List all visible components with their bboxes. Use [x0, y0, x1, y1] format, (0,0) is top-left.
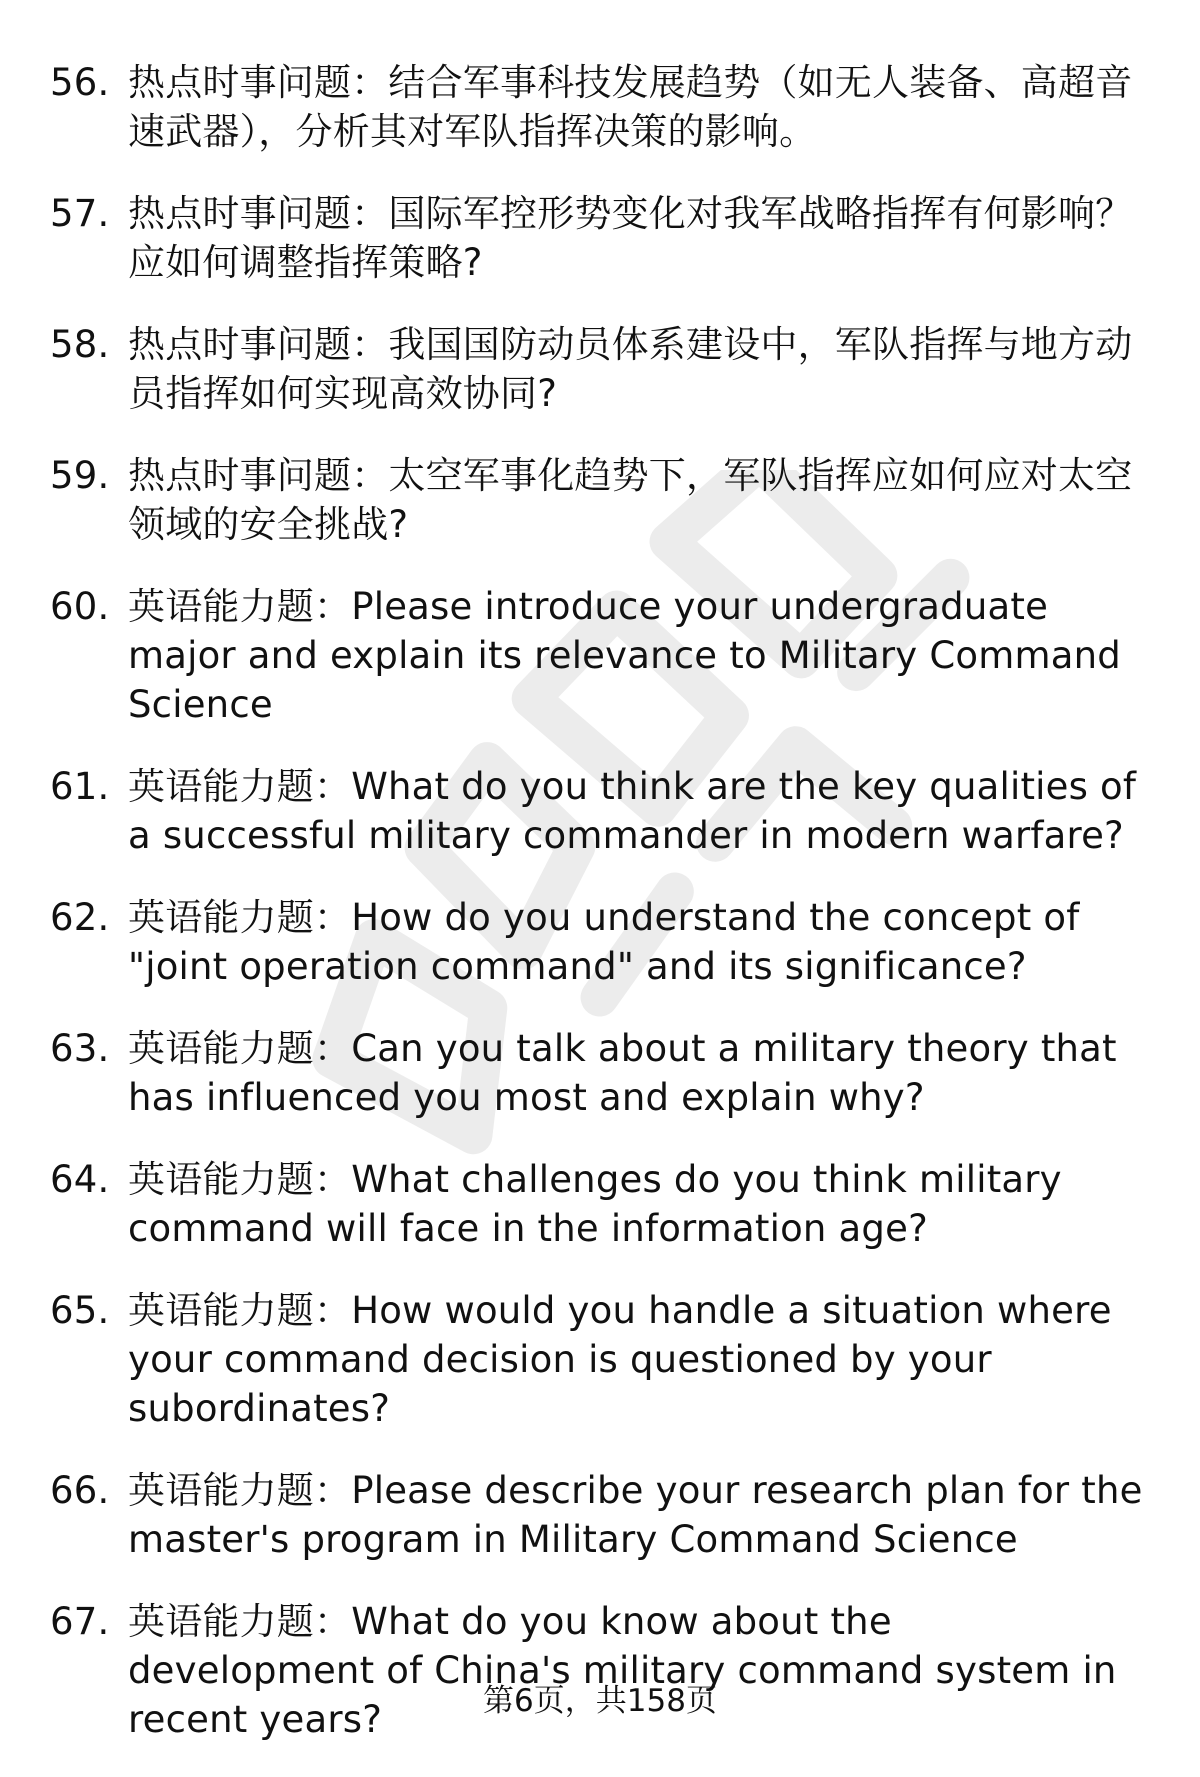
question-text: 热点时事问题：我国国防动员体系建设中，军队指挥与地方动员指挥如何实现高效协同? [128, 323, 1133, 415]
question-text: 英语能力题：Please describe your research plan for the master's program in Military Command Science [128, 1469, 1143, 1561]
question-text: 英语能力题：How would you handle a situation where your command decision is questioned by your subordinates? [128, 1289, 1112, 1430]
question-text: 英语能力题：What do you know about the development of China's military command system in recent years? [128, 1600, 1117, 1741]
question-number: 62. [50, 896, 110, 939]
question-number: 57. [50, 192, 110, 235]
question-list [50, 58, 1150, 1777]
question-item [50, 451, 1150, 549]
question-number: 56. [50, 61, 110, 104]
question-text: 热点时事问题：太空军事化趋势下，军队指挥应如何应对太空领域的安全挑战? [128, 454, 1133, 546]
question-item [50, 1286, 1150, 1433]
question-text: 热点时事问题：国际军控形势变化对我军战略指挥有何影响？应如何调整指挥策略? [128, 192, 1133, 284]
question-number: 60. [50, 585, 110, 628]
question-text: 英语能力题：What do you think are the key qualities of a successful military commander in modern warfare? [128, 765, 1137, 857]
question-number: 65. [50, 1289, 110, 1332]
question-text: 英语能力题：How do you understand the concept of "joint operation command" and its significance? [128, 896, 1080, 988]
question-text: 英语能力题：Please introduce your undergraduate major and explain its relevance to Military Command Science [128, 585, 1121, 726]
question-item [50, 893, 1150, 991]
question-item [50, 320, 1150, 418]
question-text: 英语能力题：What challenges do you think military command will face in the information age? [128, 1158, 1062, 1250]
question-item [50, 1024, 1150, 1122]
question-number: 67. [50, 1600, 110, 1643]
question-text: 热点时事问题：结合军事科技发展趋势（如无人装备、高超音速武器），分析其对军队指挥决策的影响。 [128, 61, 1133, 153]
question-number: 61. [50, 765, 110, 808]
question-item [50, 1466, 1150, 1564]
question-number: 63. [50, 1027, 110, 1070]
question-text: 英语能力题：Can you talk about a military theory that has influenced you most and explain why? [128, 1027, 1117, 1119]
page-footer [0, 1675, 1200, 1720]
question-item [50, 1597, 1150, 1744]
question-number: 66. [50, 1469, 110, 1512]
question-item [50, 189, 1150, 287]
question-number: 59. [50, 454, 110, 497]
question-number: 64. [50, 1158, 110, 1201]
question-number: 58. [50, 323, 110, 366]
question-item [50, 582, 1150, 729]
question-item [50, 762, 1150, 860]
page-number-label: 第6页，共158页 [483, 1683, 717, 1719]
question-item [50, 1155, 1150, 1253]
question-item [50, 58, 1150, 156]
